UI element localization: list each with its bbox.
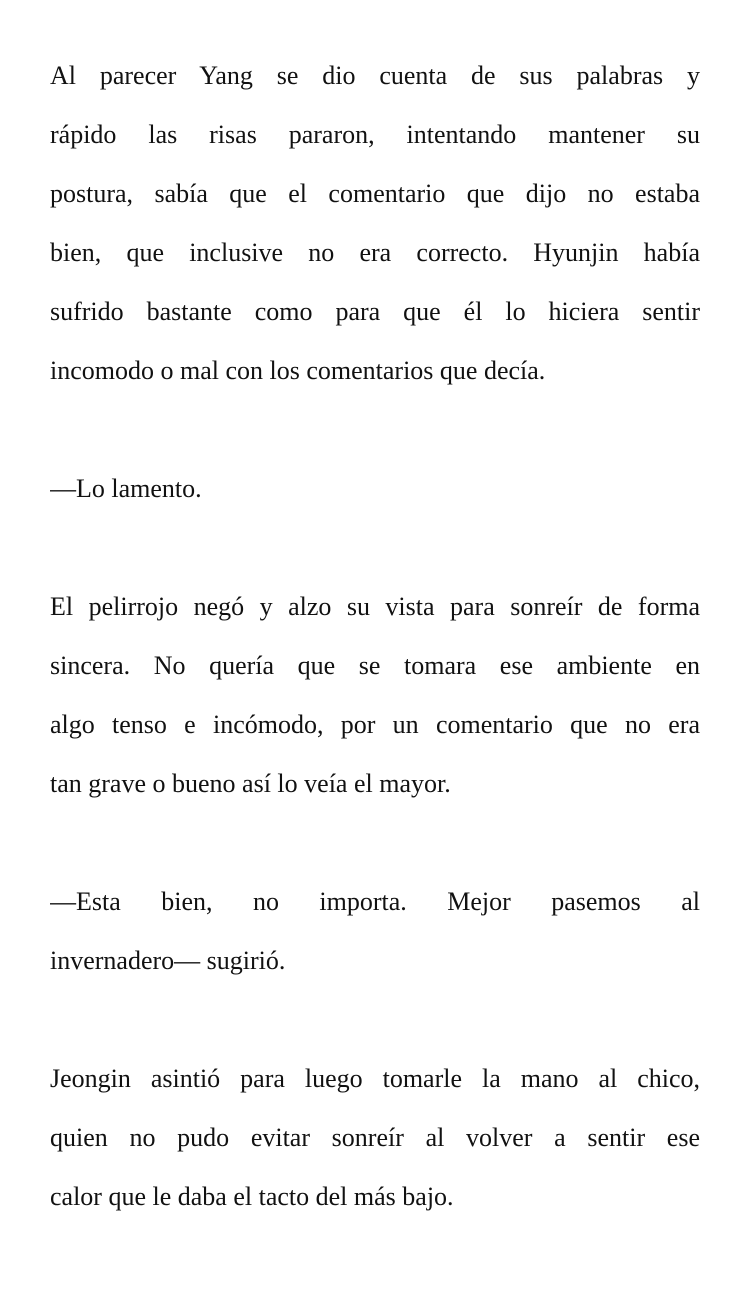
paragraph-5	[50, 1049, 700, 1226]
text-line: incomodo o mal con los comentarios que decía.	[50, 356, 546, 385]
text-line: Jeongin asintió para luego tomarle la mano al chico,	[50, 1064, 700, 1093]
paragraph-gap	[50, 813, 700, 872]
text-line: tan grave o bueno así lo veía el mayor.	[50, 769, 451, 798]
text-line: postura, sabía que el comentario que dijo no estaba	[50, 179, 700, 208]
text-line: rápido las risas pararon, intentando mantener su	[50, 120, 700, 149]
paragraph-3	[50, 577, 700, 813]
text-line: El pelirrojo negó y alzo su vista para sonreír de forma	[50, 592, 700, 621]
text-line: algo tenso e incómodo, por un comentario que no era	[50, 710, 700, 739]
text-line: calor que le daba el tacto del más bajo.	[50, 1182, 454, 1211]
paragraph-gap	[50, 518, 700, 577]
reading-page	[50, 46, 700, 1226]
paragraph-gap	[50, 400, 700, 459]
text-line: quien no pudo evitar sonreír al volver a sentir ese	[50, 1123, 700, 1152]
dialogue-line: invernadero— sugirió.	[50, 946, 286, 975]
text-line: Al parecer Yang se dio cuenta de sus palabras y	[50, 61, 700, 90]
dialogue-line: —Lo lamento.	[50, 474, 202, 503]
paragraph-1	[50, 46, 700, 400]
dialogue-line: —Esta bien, no importa. Mejor pasemos al	[50, 887, 700, 916]
paragraph-4	[50, 872, 700, 990]
paragraph-gap	[50, 990, 700, 1049]
text-line: sufrido bastante como para que él lo hiciera sentir	[50, 297, 700, 326]
paragraph-2	[50, 459, 700, 518]
text-line: bien, que inclusive no era correcto. Hyunjin había	[50, 238, 700, 267]
text-line: sincera. No quería que se tomara ese ambiente en	[50, 651, 700, 680]
